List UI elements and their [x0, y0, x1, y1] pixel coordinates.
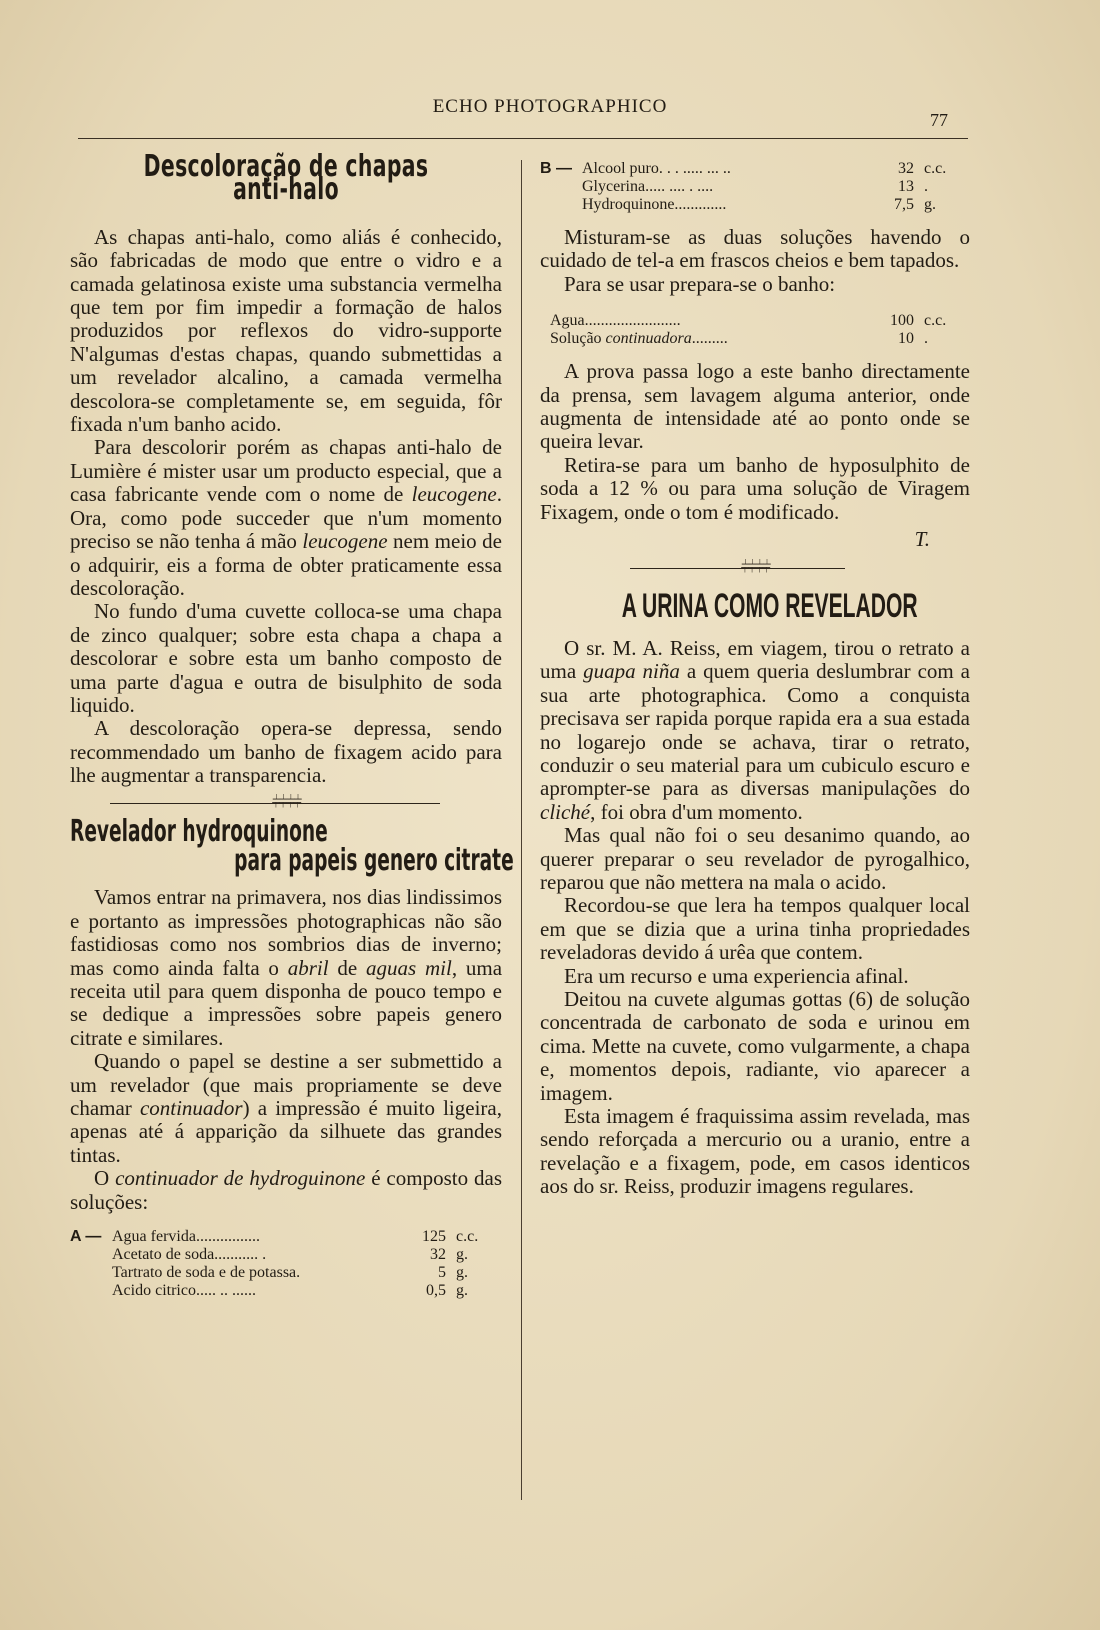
ornamental-divider: ⫩⫩⫩⫩	[70, 790, 502, 816]
running-title: ECHO PHOTOGRAPHICO	[432, 96, 668, 117]
signature: T.	[914, 527, 930, 552]
right-column	[540, 160, 970, 1199]
recipe-a	[70, 1228, 502, 1300]
recipe-row: Agua........................ 100 c.c.	[550, 312, 947, 330]
paragraph: Quando o papel se destine a ser submettido a um revelador (que mais propriamente se deve chamar continuador) a impressão é muito ligeira, apenas até á apparição da silhuete das grandes tintas.	[70, 1049, 502, 1167]
recipe-label: B —	[540, 160, 572, 177]
recipe-row: Solução continuadora......... 10 .	[550, 330, 928, 348]
paragraph: Era um recurso e uma experiencia afinal.	[564, 963, 909, 988]
paragraph: As chapas anti-halo, como aliás é conhecido, são fabricadas de modo que entre o vidro e a camada gelatinosa existe uma substancia vermelha que tem por fim impedir a formação de halos produzidos por reflexos do vidro-supporte N'algumas d'estas chapas, quando submettidas a um revelador alcalino, a camada vermelha descolora-se completamente se, em seguida, fôr fixada n'um banho acido.	[70, 224, 502, 437]
bath-recipe	[540, 312, 970, 348]
paragraph: Recordou-se que lera ha tempos qualquer local em que se dizia que a urina tinha propriedades reveladoras devido á urêa que contem.	[540, 893, 970, 965]
article-subtitle-revelador: para papeis genero citrate	[234, 842, 514, 878]
recipe-row: Hydroquinone............. 7,5 g.	[582, 196, 936, 213]
paragraph: Misturam-se as duas soluções havendo o cuidado de tel-a em frascos cheios e bem tapados.	[540, 225, 970, 273]
paragraph: Para descolorir porém as chapas anti-halo de Lumière é mister usar um producto especial, que a casa fabricante vende com o nome de leucogene. Ora, como pode succeder que n'um momento preciso se não tenha á mão leucogene nem meio de o adquirir, eis a forma de obter praticamente essa descoloração.	[70, 435, 502, 600]
paragraph: Mas qual não foi o seu desanimo quando, ao querer preparar o seu revelador de pyrogalhico, reparou que não mettera na mala o acido.	[540, 823, 970, 894]
paragraph: No fundo d'uma cuvette colloca-se uma chapa de zinco qualquer; sobre esta chapa a chapa a descolorar e sobre esta um banho composto de uma parte d'agua e outra de bisulphito de soda liquido.	[70, 599, 502, 717]
recipe-row: A — Agua fervida................ 125 c.c.	[70, 1228, 479, 1246]
paragraph: Retira-se para um banho de hyposulphito de soda a 12 % ou para uma solução de Viragem Fixagem, onde o tom é modificado.	[540, 452, 970, 524]
article-title-revelador: Revelador hydroquinone	[70, 813, 328, 849]
paragraph: Vamos entrar na primavera, nos dias lindissimos e portanto as impressões photographicas não são fastidiosas como nos sombrios dias de inverno; mas como ainda falta o abril de aguas mil, uma receita util para quem disponha de pouco tempo e se dedique a impressões sobre papeis genero citrate e similares.	[70, 885, 503, 1050]
paragraph: Para se usar prepara-se o banho:	[564, 271, 836, 296]
recipe-row: Acetato de soda........... . 32 g.	[112, 1246, 468, 1264]
paragraph: O continuador de hydroguinone é composto das soluções:	[70, 1166, 502, 1214]
left-column	[70, 149, 514, 1300]
paragraph: O sr. M. A. Reiss, em viagem, tirou o retrato a uma guapa niña a quem queria deslumbrar com a sua arte photographica. Como a conquista precisava ser rapida porque rapida era a sua estada no logarejo onde se achava, tirar o retrato, conduzir o seu material para um cubiculo escuro e aprompter-se para as diversas manipulações do cliché, foi obra d'um momento.	[540, 635, 971, 824]
paragraph: A descoloração opera-se depressa, sendo recommendado um banho de fixagem acido para lhe augmentar a transparencia.	[70, 716, 502, 788]
recipe-b	[540, 160, 970, 214]
paragraph: A prova passa logo a este banho directamente da prensa, sem lavagem alguma anterior, onde augmenta de intensidade até ao ponto onde se queira levar.	[540, 359, 970, 454]
recipe-label: A —	[70, 1228, 102, 1246]
header-rule	[78, 138, 968, 139]
paragraph: Deitou na cuvete algumas gottas (6) de solução concentrada de carbonato de soda e urinou em cima. Mette na cuvete, como vulgarmente, a chapa e, momentos depois, radiante, vio aparecer a imagem.	[540, 986, 970, 1105]
ornamental-divider: ⫩⫩⫩⫩	[540, 555, 970, 581]
recipe-row: Acido citrico..... .. ...... 0,5 g.	[112, 1282, 468, 1300]
recipe-row: Glycerina..... .... . .... 13 .	[582, 178, 928, 195]
paragraph: Esta imagem é fraquissima assim revelada, mas sendo reforçada a mercurio ou a uranio, entre a revelação e a fixagem, pode, em casos identicos aos do sr. Reiss, produzir imagens regulares.	[540, 1104, 970, 1199]
recipe-row: Tartrato de soda e de potassa. 5 g.	[112, 1264, 468, 1282]
recipe-row: B — Alcool puro. . . ..... ... .. 32 c.c.	[540, 160, 947, 177]
column-divider	[521, 160, 522, 1500]
page-number: 77	[930, 110, 948, 130]
article-title-anti-halo: Descoloração de chapas anti-halo	[143, 149, 429, 208]
article-title-urina: A URINA COMO REVELADOR	[621, 587, 918, 626]
